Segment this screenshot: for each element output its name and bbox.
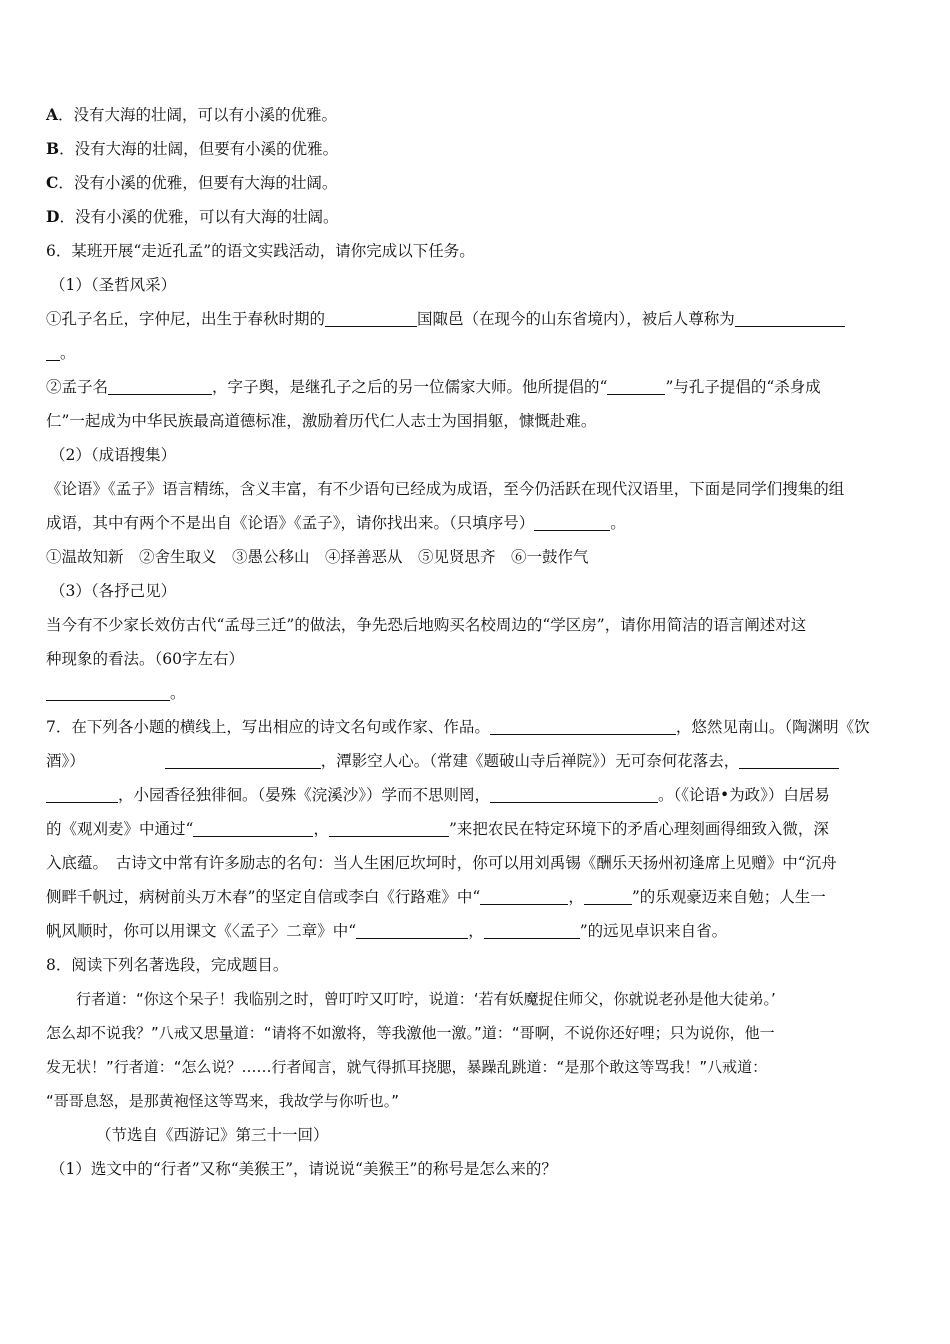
text: 。	[610, 514, 626, 532]
answer-blank[interactable]	[739, 750, 839, 769]
q7-line2	[46, 744, 906, 778]
answer-blank[interactable]	[490, 784, 658, 803]
q6-part1-title: （1）（圣哲风采）	[50, 276, 177, 294]
q6-part2-line2	[46, 506, 906, 540]
text: 酒》）	[46, 752, 85, 770]
q6-part3-title: （3）（各抒己见）	[50, 582, 177, 600]
text: ，悠然见南山。（陶渊明《饮	[675, 718, 870, 736]
passage-line: 发无状！”行者道：“怎么说？……行者闻言，就气得抓耳挠腮，暴躁乱跳道：“是那个敢这等骂我！”八戒道：	[46, 1058, 768, 1076]
text: ，	[568, 888, 584, 906]
q8-stem: 8．阅读下列名著选段，完成题目。	[46, 956, 289, 974]
q7-line7	[46, 914, 906, 948]
text: ②孟子名	[46, 378, 109, 396]
text: ”来把农民在特定环境下的矛盾心理刻画得细致入微，深	[448, 820, 829, 838]
text: 成语，其中有两个不是出自《论语》《孟子》，请你找出来。（只填序号）	[46, 514, 535, 532]
text: 国陬邑（在现今的山东省境内），被后人尊称为	[417, 310, 735, 328]
q7-line4	[46, 812, 906, 846]
q7-line6	[46, 880, 906, 914]
q6-part1-line2	[46, 336, 906, 370]
passage-line: 怎么却不说我？”八戒又思量道：“请将不如激将，等我激他一激。”道：“哥啊，不说你还好哩；只为说你，他一	[46, 1024, 775, 1042]
text: 。	[60, 344, 76, 362]
answer-blank[interactable]	[735, 308, 845, 327]
text: ，小园香径独徘徊。（晏殊《浣溪沙》）学而不思则罔，	[118, 786, 491, 804]
answer-blank[interactable]	[490, 716, 676, 735]
answer-blank[interactable]	[329, 818, 449, 837]
answer-blank[interactable]	[193, 818, 313, 837]
text: 7．在下列各小题的横线上，写出相应的诗文名句或作家、作品。	[46, 718, 490, 736]
option-text: ．没有大海的壮阔，但要有小溪的优雅。	[59, 140, 339, 158]
answer-blank[interactable]	[46, 342, 60, 361]
text: ”的乐观豪迈来自勉；人生一	[631, 888, 826, 906]
option-text: ．没有小溪的优雅，但要有大海的壮阔。	[58, 174, 338, 192]
q6-part2-line1: 《论语》《孟子》语言精练，含义丰富，有不少语句已经成为成语，至今仍活跃在现代汉语里，下面是同学们搜集的组	[46, 480, 845, 498]
q6-idiom-list: ①温故知新 ②舍生取义 ③愚公移山 ④择善恶从 ⑤见贤思齐 ⑥一鼓作气	[46, 548, 589, 566]
answer-blank[interactable]	[607, 376, 665, 395]
option-text: ．没有大海的壮阔，可以有小溪的优雅。	[58, 106, 338, 124]
answer-blank[interactable]	[480, 886, 568, 905]
q7-line1	[46, 710, 906, 744]
option-c	[46, 166, 906, 200]
option-letter: A	[46, 105, 59, 124]
option-letter: D	[46, 207, 60, 226]
text: 的《观刈麦》中通过“	[46, 820, 194, 838]
answer-blank[interactable]	[534, 512, 610, 531]
text: 。（《论语•为政》）白居易	[658, 786, 830, 804]
answer-blank[interactable]	[584, 886, 632, 905]
text: 。	[170, 684, 186, 702]
q6-part3-line3	[46, 676, 906, 710]
option-text: ．没有小溪的优雅，可以有大海的壮阔。	[59, 208, 339, 226]
q6-part3-line1: 当今有不少家长效仿古代“孟母三迁”的做法，争先恐后地购买名校周边的“学区房”，请你用简洁的语言阐述对这	[46, 616, 807, 634]
option-letter: C	[46, 173, 59, 192]
option-d	[46, 200, 906, 234]
text: ①孔子名丘，字仲尼，出生于春秋时期的	[46, 310, 326, 328]
text: 侧畔千帆过，病树前头万木春”的坚定自信或李白《行路难》中“	[46, 888, 481, 906]
q7-line5: 入底蕴。 古诗文中常有许多励志的名句：当人生困厄坎坷时，你可以用刘禹锡《酬乐天扬州初逢席上见赠》中“沉舟	[46, 854, 837, 872]
q8-sub1: （1）选文中的“行者”又称“美猴王”，请说说“美猴王”的称号是怎么来的？	[50, 1160, 557, 1178]
answer-blank[interactable]	[325, 308, 417, 327]
option-letter: B	[46, 139, 60, 158]
text: 帆风顺时，你可以用课文《〈孟子〉二章》中“	[46, 922, 357, 940]
passage-line: “哥哥息怒，是那黄袍怪这等骂来，我故学与你听也。”	[46, 1092, 400, 1110]
answer-blank[interactable]	[46, 682, 170, 701]
passage-source: （节选自《西游记》第三十一回）	[96, 1126, 329, 1144]
q6-part1-line4: 仁”一起成为中华民族最高道德标准，激励着历代仁人志士为国捐躯，慷慨赴难。	[46, 412, 597, 430]
text: ，	[313, 820, 329, 838]
text: ，潭影空人心。（常建《题破山寺后禅院》）无可奈何花落去，	[320, 752, 740, 770]
answer-blank[interactable]	[46, 784, 118, 803]
q6-part2-title: （2）（成语搜集）	[50, 446, 177, 464]
text: ，字子舆，是继孔子之后的另一位儒家大师。他所提倡的“	[212, 378, 608, 396]
text: ，	[468, 922, 484, 940]
answer-blank[interactable]	[165, 750, 321, 769]
q6-part1-line3	[46, 370, 906, 404]
q6-part1-line1	[46, 302, 906, 336]
option-a	[46, 98, 906, 132]
q6-stem: 6．某班开展“走近孔孟”的语文实践活动，请你完成以下任务。	[46, 242, 475, 260]
answer-blank[interactable]	[356, 920, 468, 939]
passage-line: 行者道：“你这个呆子！我临别之时，曾叮咛又叮咛，说道：‘若有妖魔捉住师父，你就说老孙是他大徒弟。’	[76, 990, 776, 1008]
q7-line3	[46, 778, 906, 812]
q6-part3-line2: 种现象的看法。（60字左右）	[46, 650, 244, 668]
text: ”与孔子提倡的“杀身成	[665, 378, 821, 396]
answer-blank[interactable]	[108, 376, 212, 395]
exam-page	[46, 98, 906, 1186]
option-b	[46, 132, 906, 166]
text: ”的远见卓识来自省。	[579, 922, 728, 940]
answer-blank[interactable]	[484, 920, 580, 939]
